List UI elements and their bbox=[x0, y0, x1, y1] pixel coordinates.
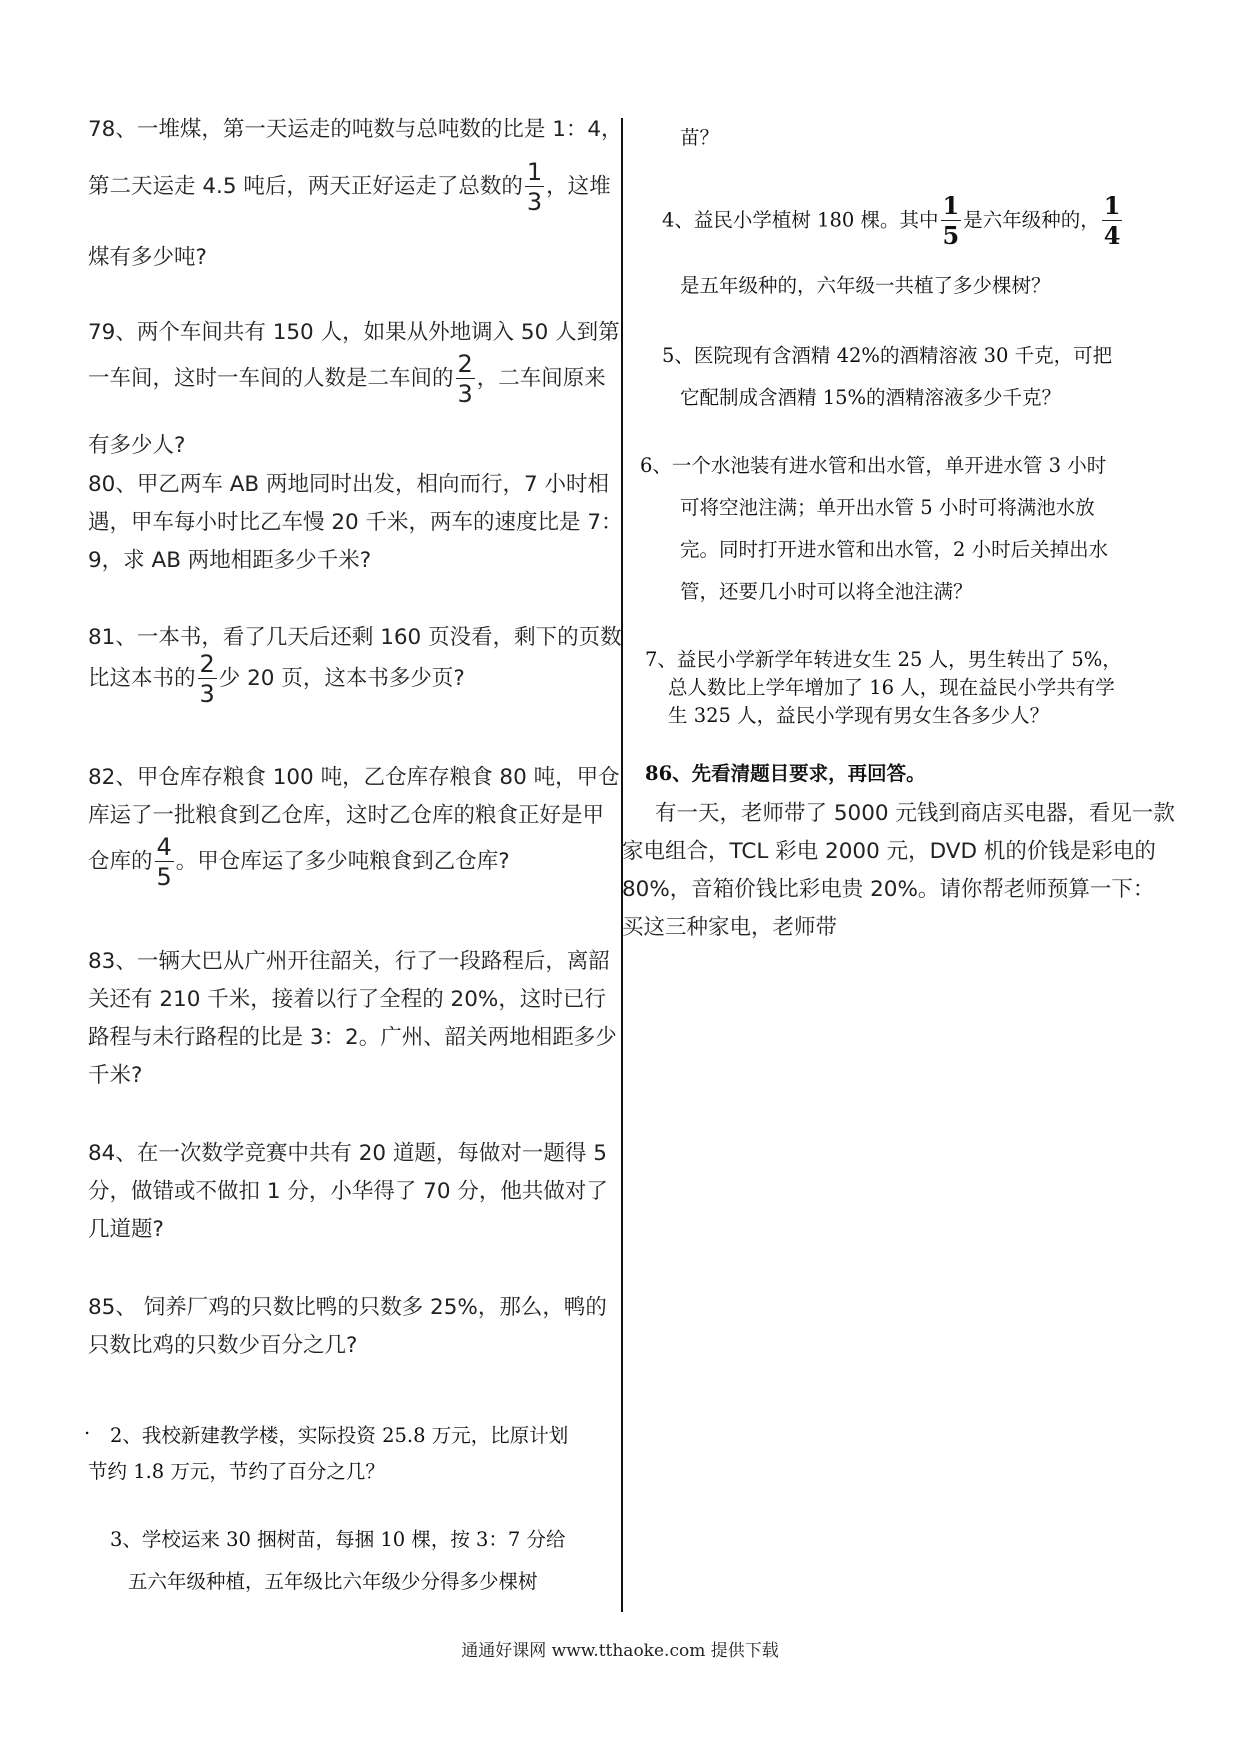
fraction: $\frac{1}{5}$ bbox=[942, 191, 960, 250]
question-3-continued: 苗？ bbox=[680, 126, 720, 149]
fraction: $\frac{4}{5}$ bbox=[156, 833, 172, 891]
page-footer: 通通好课网 www.tthaoke.com 提供下载 bbox=[461, 1641, 779, 1661]
fraction: $\frac{1}{3}$ bbox=[526, 158, 543, 216]
question-86-title: 86、先看清题目要求，再回答。 bbox=[645, 762, 926, 785]
fraction: $\frac{2}{3}$ bbox=[199, 650, 215, 708]
fraction: $\frac{2}{3}$ bbox=[457, 350, 473, 408]
column-divider bbox=[621, 118, 623, 1612]
fraction: $\frac{1}{4}$ bbox=[1103, 191, 1121, 250]
